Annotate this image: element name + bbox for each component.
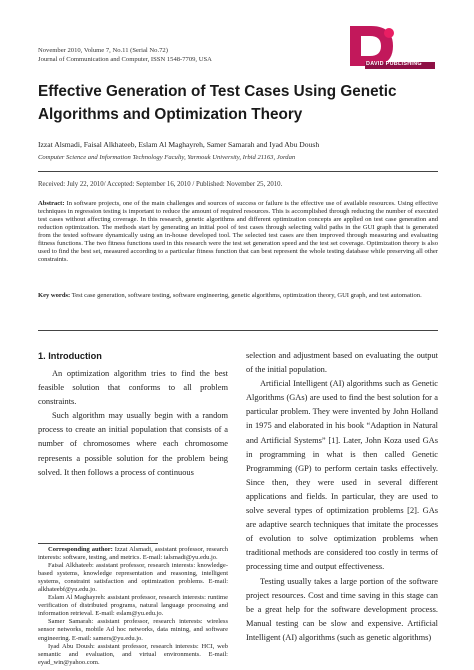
abstract-text: In software projects, one of the main challenges and sources of success or failure is the effective use of available resources. Using effective techniques in regression testing is important to reduce the amount of required resources. This is accomplished through reducing the number of executed test cases without affecting coverage. In this research, genetic algorithms and different optimization concepts are applied on test case generation and reduction optimization. The methods start by generating an initial pool of test cases through selecting valid paths in the GUI graph that is generated from the tested software dynamically using an in-house developed tool. The selected test cases are then improved through measuring and evaluating fitness functions. The two fitness functions used in this research were the test set generation speed and the test set coverage. Optimization theory is also used to find the best set, measured according to a particular fitness function that can best represent the whole testing database while preserving all other constraints. bbox=[38, 200, 438, 264]
footnote-corresponding-text: Izzat Alsmadi, assistant professor, research interests: software, testing, and metrics. E-mail: ialsmadi@yu.edu.jo. bbox=[38, 546, 228, 562]
footnote-al-maghayreh: Eslam Al Maghayreh: assistant professor, research interests: runtime verification of distributed programs, natural language processing and information retrieval. E-mail: eslam@yu.edu.jo. bbox=[38, 594, 228, 618]
david-publishing-logo bbox=[345, 22, 437, 74]
logo-text: DAVID PUBLISHING bbox=[366, 61, 422, 67]
footnote-corresponding-label: Corresponding author: bbox=[48, 546, 113, 553]
journal-name-line: Journal of Communication and Computer, ISSN 1548-7709, USA bbox=[38, 56, 212, 63]
publication-dates: Received: July 22, 2010/ Accepted: September 16, 2010 / Published: November 25, 2010. bbox=[38, 181, 283, 188]
keywords bbox=[38, 292, 438, 300]
section-title: Introduction bbox=[48, 351, 102, 361]
section-number: 1. bbox=[38, 351, 46, 361]
journal-issue-line: November 2010, Volume 7, No.11 (Serial No.72) bbox=[38, 47, 168, 54]
authors: Izzat Alsmadi, Faisal Alkhateeb, Eslam Al Maghayreh, Samer Samarah and Iyad Abu Doush bbox=[38, 140, 320, 149]
divider-bottom bbox=[38, 330, 438, 331]
left-paragraph-1: An optimization algorithm tries to find the best feasible solution that conforms to all problem constraints. bbox=[38, 369, 228, 407]
right-column bbox=[246, 349, 438, 645]
title-line-1: Effective Generation of Test Cases Using Genetic bbox=[38, 83, 397, 100]
footnote-samarah: Samer Samarah: assistant professor, research interests: wireless sensor networks, mobile Ad hoc networks, data mining, and software engineering. E-mail: samers@yu.edu.jo. bbox=[38, 618, 228, 642]
right-paragraph-2: Testing usually takes a large portion of the software project resources. Cost and time saving in this stage can be a great help for the software development process. Manual testing can be slow and expensive. Artificial Intelligent (AI) algorithms (such as genetic algorithms) bbox=[246, 576, 438, 642]
divider-top bbox=[38, 171, 438, 172]
footnote-divider bbox=[38, 543, 158, 544]
footnote-alkhateeb: Faisal Alkhateeb: assistant professor, research interests: knowledge-based systems, knowledge representation and reasoning, intelligent systems, constraint satisfaction and optimization problems. E-mail: alkhateebf@yu.edu.jo. bbox=[38, 562, 228, 594]
section-heading bbox=[38, 351, 102, 361]
affiliation: Computer Science and Information Technology Faculty, Yarmouk University, Irbid 21163, Jordan bbox=[38, 154, 296, 161]
abstract-label: Abstract: bbox=[38, 200, 65, 207]
footnote-corresponding bbox=[38, 546, 228, 562]
title-line-2: Algorithms and Optimization Theory bbox=[38, 106, 303, 123]
paper-title bbox=[38, 80, 438, 126]
right-paragraph-1: Artificial Intelligent (AI) algorithms such as Genetic Algorithms (GAs) are used to find the best solution for a particular problem. They were invented by John Holland in 1975 and elaborated in his book “Adaption in Natural and Artificial Systems” [1]. Later, John Koza used GAs in programming in what is then called Genetic Programming (GP) to perform certain tasks effectively. Since then, they were used in several different applications and fields. In particular, they are used to solve several types of optimization problems [2]. GAs are adaptive search techniques that imitate the processes of evolution to solve optimization problems when traditional methods are considered too costly in terms of processing time and output effectiveness. bbox=[246, 379, 438, 572]
left-column bbox=[38, 367, 228, 480]
abstract bbox=[38, 200, 438, 264]
footnotes bbox=[38, 546, 228, 667]
keywords-label: Key words: bbox=[38, 292, 71, 299]
left-paragraph-2: Such algorithm may usually begin with a random process to create an initial population that consists of a number of chromosomes where each chromosome represents a possible solution for the problem being solved. It then follows a process of continuous bbox=[38, 411, 228, 477]
right-paragraph-0: selection and adjustment based on evaluating the output of the initial population. bbox=[246, 351, 438, 375]
footnote-abu-doush: Iyad Abu Doush: assistant professor, research interests: HCI, web semantic and evaluation, and virtual environments. E-mail: eyad_win@yahoo.com. bbox=[38, 642, 228, 666]
keywords-text: Test case generation, software testing, software engineering, genetic algorithms, optimization theory, GUI graph, and test automation. bbox=[71, 292, 422, 299]
